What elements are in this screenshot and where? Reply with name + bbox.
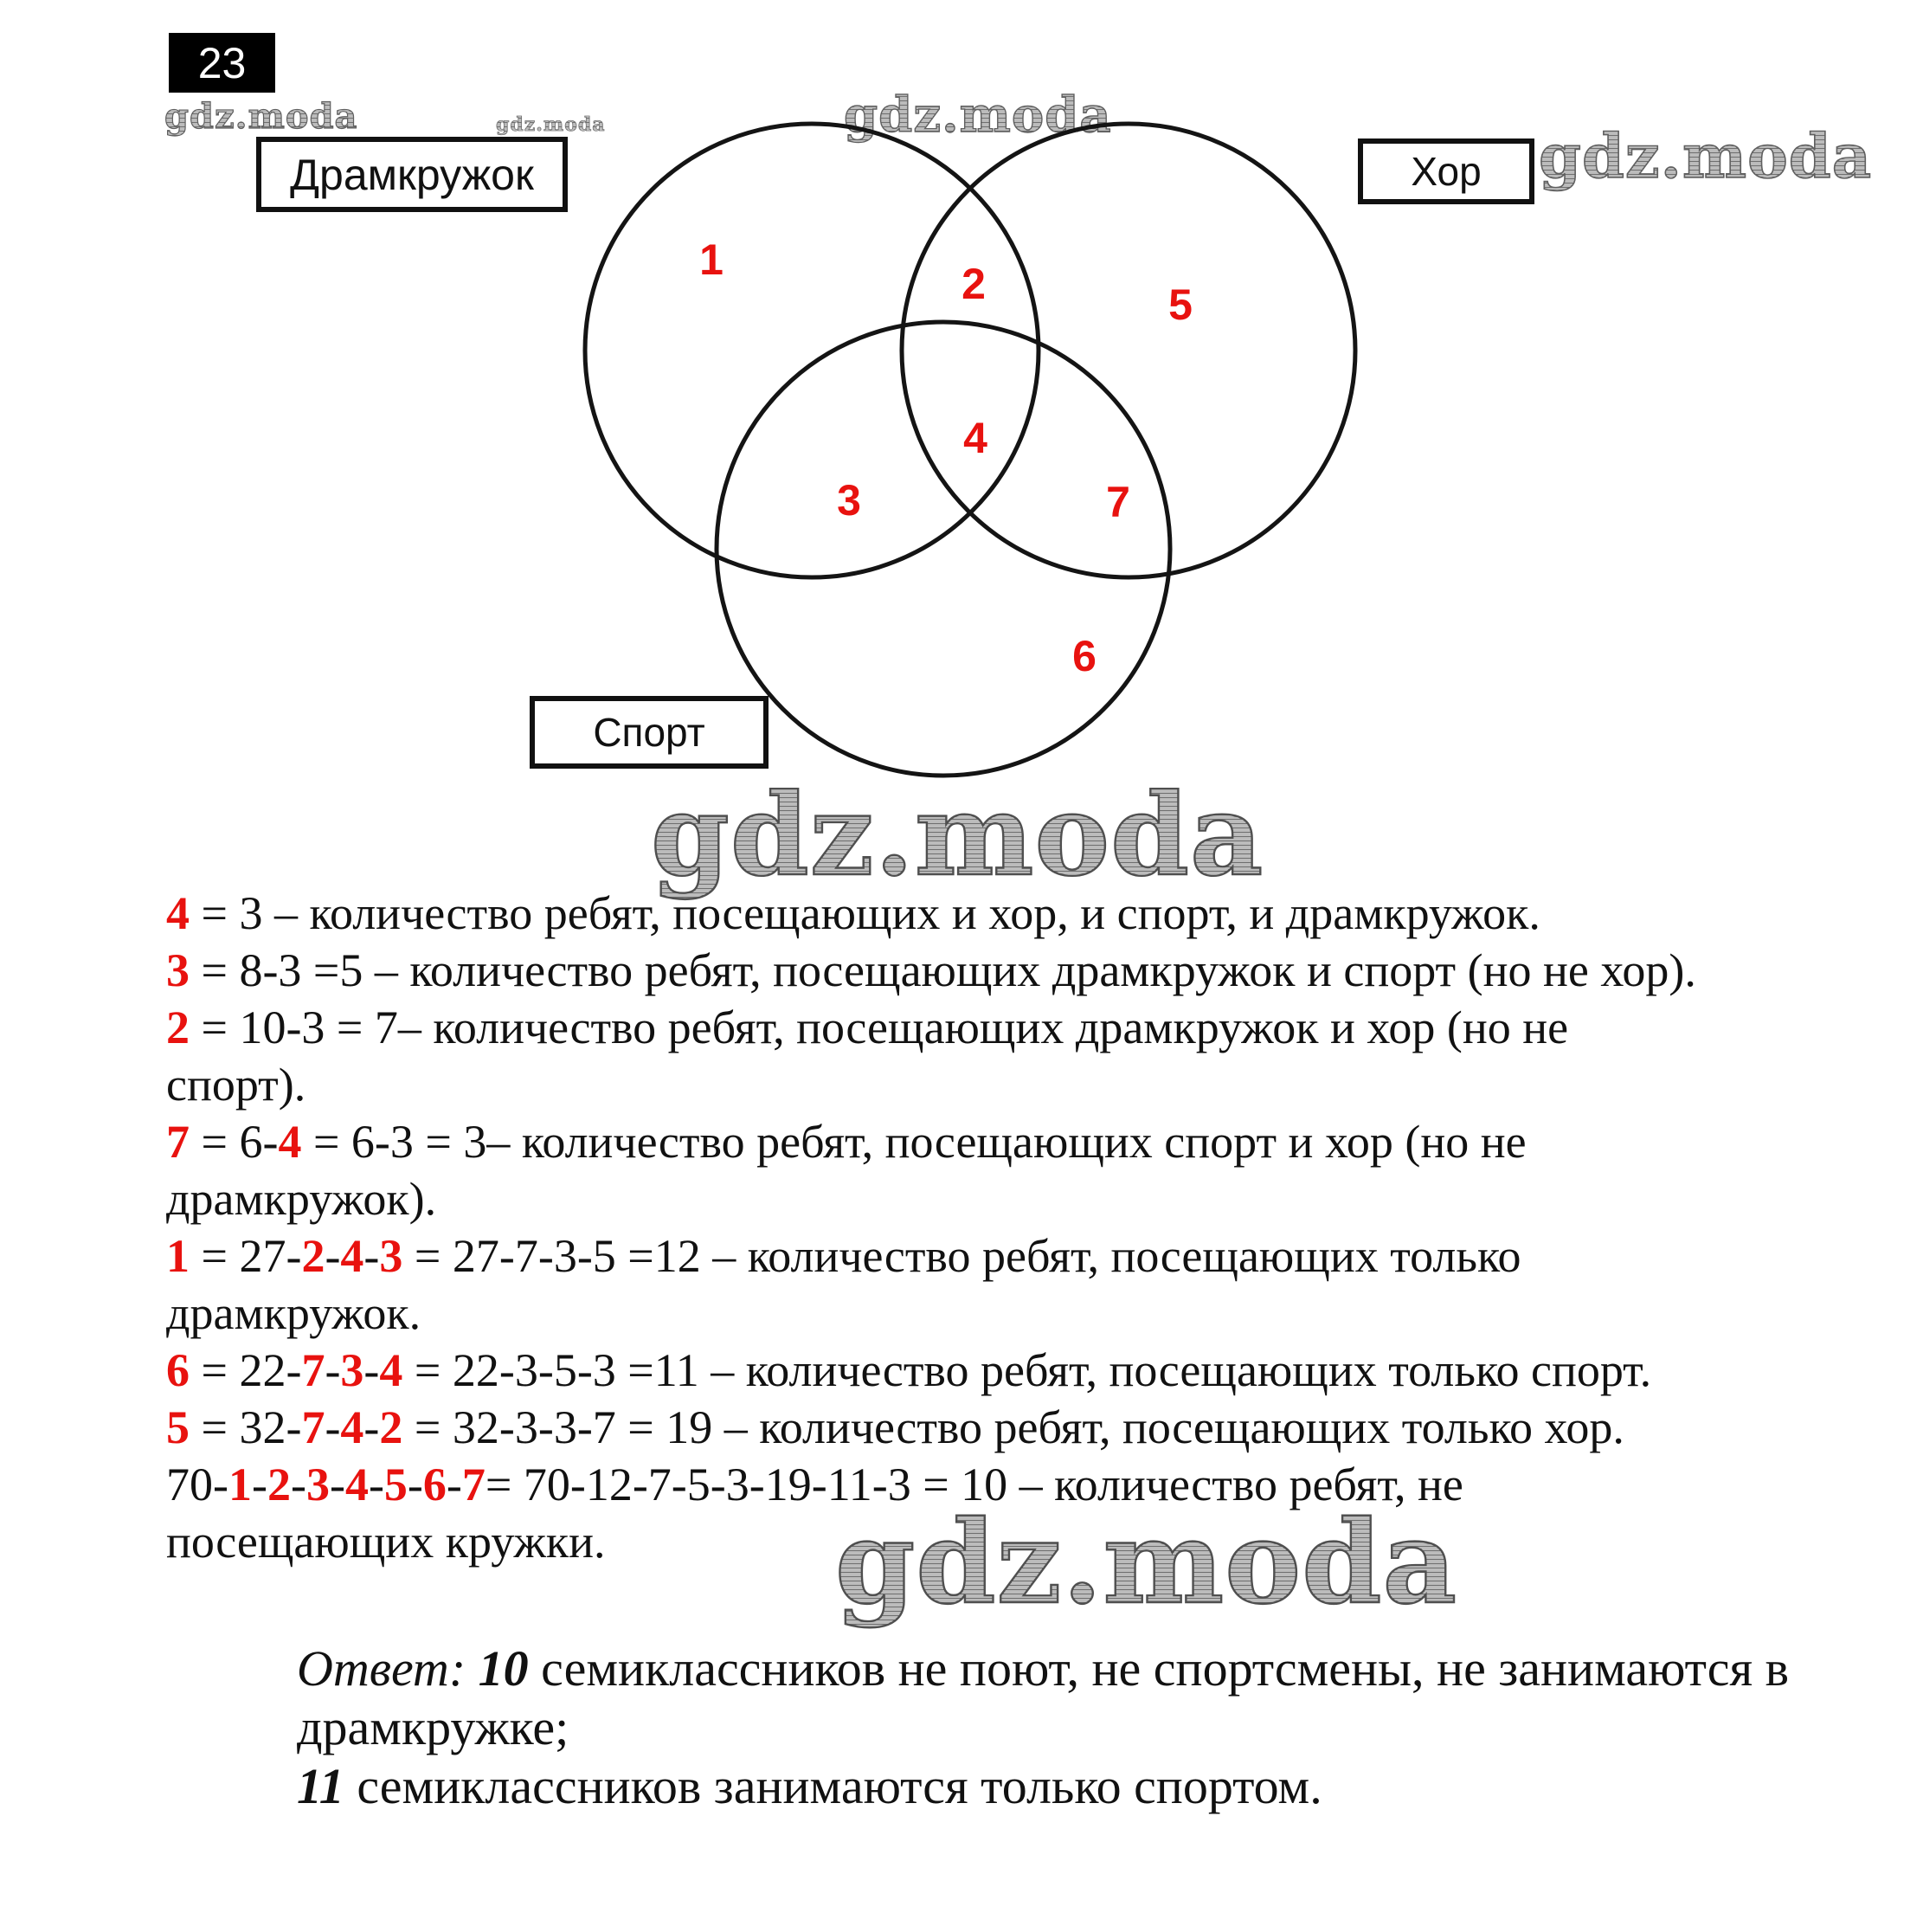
text-line [166, 942, 1888, 999]
set-label-sport [530, 696, 769, 769]
red-number: 4 [340, 1230, 364, 1282]
text-line [297, 1698, 1855, 1757]
text-segment: Ответ: [297, 1640, 479, 1697]
text-line [297, 1639, 1855, 1698]
red-number: 4 [344, 1459, 369, 1510]
text-line [166, 1227, 1888, 1285]
region-number-4: 4 [963, 414, 987, 462]
red-number: 5 [166, 1401, 190, 1453]
text-line [166, 885, 1888, 942]
red-number: 3 [340, 1344, 364, 1396]
red-number: 7 [461, 1459, 486, 1510]
text-segment: - [329, 1459, 345, 1510]
red-number: 7 [166, 1116, 190, 1168]
text-segment: = 3 – количество ребят, посещающих и хор, и спорт, и драмкружок. [190, 887, 1540, 939]
task-number-badge [169, 33, 275, 93]
red-number: 1 [228, 1459, 252, 1510]
text-line [166, 1285, 1888, 1342]
text-line [166, 1399, 1888, 1456]
red-number: 2 [267, 1459, 291, 1510]
text-segment: 11 [297, 1758, 344, 1814]
text-segment: семиклассников не поют, не спортсмены, не занимаются в [528, 1640, 1790, 1697]
region-number-6: 6 [1072, 632, 1097, 680]
red-number: 3 [379, 1230, 403, 1282]
text-line [166, 1342, 1888, 1399]
text-segment: = 6-3 = 3– количество ребят, посещающих спорт и хор (но не [301, 1116, 1527, 1168]
text-segment: драмкружок. [166, 1287, 421, 1339]
text-segment: - [325, 1344, 341, 1396]
watermark-top-left: gdz.moda [164, 96, 358, 137]
red-number: 1 [166, 1230, 190, 1282]
text-line [166, 1513, 1888, 1570]
set-label-drama [256, 137, 568, 212]
red-number: 5 [383, 1459, 408, 1510]
region-number-1: 1 [699, 235, 724, 284]
region-number-5: 5 [1168, 280, 1193, 329]
text-line [166, 1056, 1888, 1113]
red-number: 7 [301, 1401, 325, 1453]
red-number: 3 [305, 1459, 330, 1510]
text-segment: = 27-7-3-5 =12 – количество ребят, посещающих только [402, 1230, 1521, 1282]
text-segment: = 8-3 =5 – количество ребят, посещающих драмкружок и спорт (но не хор). [190, 944, 1696, 996]
text-segment: = 22-3-5-3 =11 – количество ребят, посещающих только спорт. [402, 1344, 1652, 1396]
region-number-3: 3 [837, 476, 861, 525]
text-segment: = 6- [190, 1116, 279, 1168]
text-segment: = 22- [190, 1344, 302, 1396]
red-number: 7 [301, 1344, 325, 1396]
text-segment: - [363, 1230, 380, 1282]
set-label-choir [1358, 138, 1534, 204]
text-line [166, 999, 1888, 1056]
text-segment: 70- [166, 1459, 228, 1510]
text-segment: - [290, 1459, 306, 1510]
red-number: 4 [278, 1116, 302, 1168]
text-segment: - [407, 1459, 423, 1510]
watermark-top-small: gdz.moda [496, 113, 606, 136]
region-number-2: 2 [962, 260, 986, 308]
text-segment: = 32- [190, 1401, 302, 1453]
watermark-top-right: gdz.moda [1539, 120, 1873, 192]
text-segment: семиклассников занимаются только спортом. [344, 1758, 1322, 1814]
text-line [166, 1113, 1888, 1170]
region-number-7: 7 [1106, 478, 1130, 526]
set-label-sport-text: Спорт [593, 710, 705, 755]
text-line [166, 1456, 1888, 1513]
text-segment: - [368, 1459, 384, 1510]
text-segment: - [325, 1401, 341, 1453]
text-segment: - [251, 1459, 267, 1510]
text-segment: драмкружке; [297, 1699, 569, 1755]
text-segment: = 27- [190, 1230, 302, 1282]
text-line [297, 1757, 1855, 1816]
text-segment: - [363, 1344, 380, 1396]
text-segment: = 10-3 = 7– количество ребят, посещающих драмкружок и хор (но не [190, 1001, 1569, 1053]
red-number: 4 [166, 887, 190, 939]
text-segment: = 70-12-7-5-3-19-11-3 = 10 – количество ребят, не [485, 1459, 1463, 1510]
text-line [166, 1170, 1888, 1227]
watermark-top-center: gdz.moda [844, 87, 1112, 144]
circle-sport [717, 322, 1170, 776]
watermark-middle: gdz.moda [651, 769, 1264, 901]
text-segment: спорт). [166, 1059, 306, 1111]
red-number: 6 [166, 1344, 190, 1396]
text-segment: - [363, 1401, 380, 1453]
solution-text [166, 885, 1888, 1570]
text-segment: 10 [478, 1640, 529, 1697]
set-label-choir-text: Хор [1411, 149, 1482, 194]
red-number: 3 [166, 944, 190, 996]
red-number: 6 [422, 1459, 447, 1510]
text-segment: посещающих кружки. [166, 1516, 606, 1568]
task-number: 23 [197, 38, 247, 87]
red-number: 2 [166, 1001, 190, 1053]
red-number: 2 [301, 1230, 325, 1282]
text-segment: - [325, 1230, 341, 1282]
watermark-lower: gdz.moda [835, 1496, 1458, 1630]
text-segment: драмкружок). [166, 1173, 437, 1225]
circle-drama [585, 124, 1039, 577]
set-label-drama-text: Драмкружок [290, 150, 534, 199]
red-number: 2 [379, 1401, 403, 1453]
text-segment: - [446, 1459, 462, 1510]
red-number: 4 [379, 1344, 403, 1396]
answer-text [297, 1639, 1855, 1816]
red-number: 4 [340, 1401, 364, 1453]
text-segment: = 32-3-3-7 = 19 – количество ребят, посещающих только хор. [402, 1401, 1624, 1453]
